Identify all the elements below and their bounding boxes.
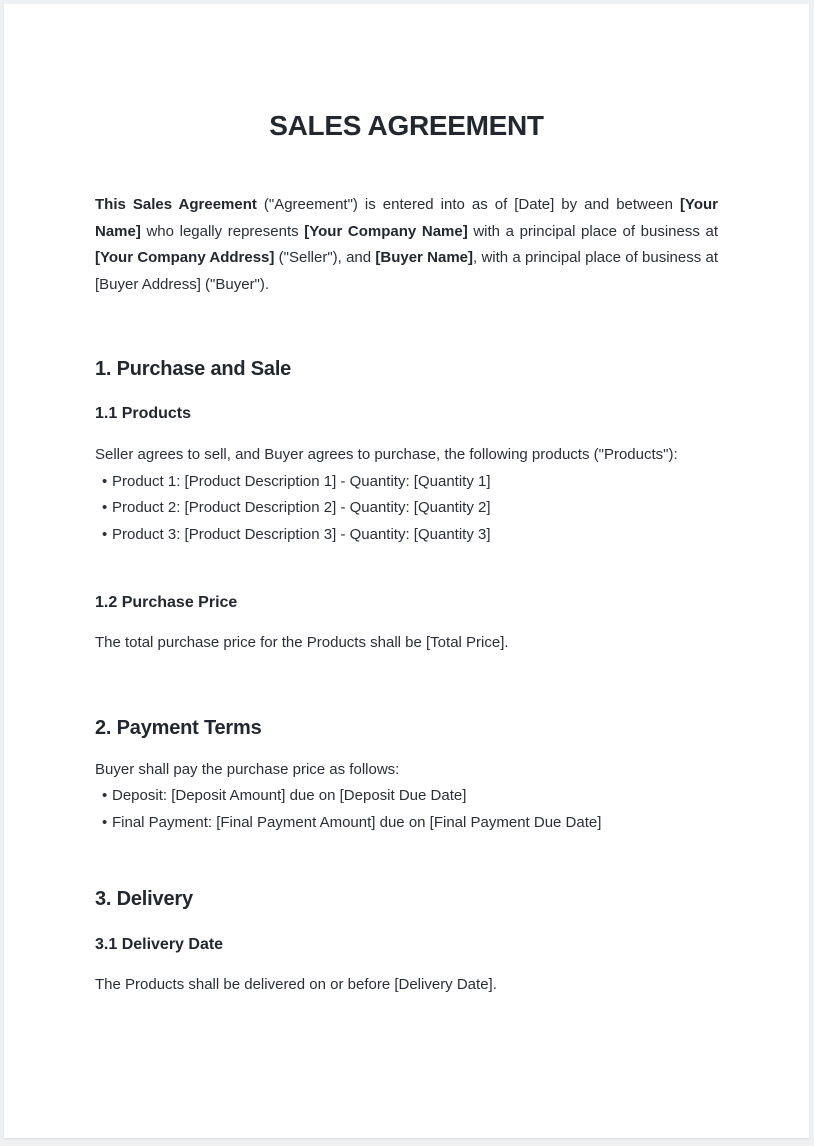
list-item: • Product 3: [Product Description 3] - Quantity: [Quantity 3] [95,522,718,549]
list-item: • Product 2: [Product Description 2] - Quantity: [Quantity 2] [95,495,718,522]
intro-segment: [Your Company Name] [304,222,468,240]
intro-segment: , with a principal place of business at [Buyer Address] ("Buyer"). [95,249,719,293]
section-1-heading: 1. Purchase and Sale [95,358,292,380]
list-item: • Product 1: [Product Description 1] - Quantity: [Quantity 1] [95,469,718,496]
intro-segment: [Buyer Name] [375,249,474,266]
intro-paragraph [95,192,718,298]
section-3-1-heading: 3.1 Delivery Date [95,936,224,953]
intro-segment: ("Seller"), and [274,249,376,266]
intro-segment: [Your Name] [95,196,718,240]
section-1-1-body: Seller agrees to sell, and Buyer agrees to purchase, the following products ("Products"): [95,446,678,463]
section-2-heading: 2. Payment Terms [95,716,262,739]
section-1-2-body: The total purchase price for the Products shall be [Total Price]. [95,634,509,651]
section-1-1-heading: 1.1 Products [95,405,192,422]
section-3-1-body: The Products shall be delivered on or before [Delivery Date]. [95,976,497,993]
intro-segment: ("Agreement") is entered into as of [Date] by and between [256,196,680,213]
document-page [4,4,809,1138]
section-1-2-heading: 1.2 Purchase Price [95,594,238,611]
document-title: SALES AGREEMENT [269,110,544,141]
intro-segment: who legally represents [140,222,305,240]
products-list [95,469,718,549]
intro-segment: [Your Company Address] [95,249,275,266]
section-2-body: Buyer shall pay the purchase price as follows: [95,760,400,778]
payment-terms-list [95,783,718,836]
section-3-heading: 3. Delivery [95,888,193,910]
list-item: • Final Payment: [Final Payment Amount] due on [Final Payment Due Date] [95,810,718,837]
intro-segment: This Sales Agreement [95,196,257,213]
intro-segment: with a principal place of business at [467,222,718,240]
list-item: • Deposit: [Deposit Amount] due on [Deposit Due Date] [95,783,718,810]
